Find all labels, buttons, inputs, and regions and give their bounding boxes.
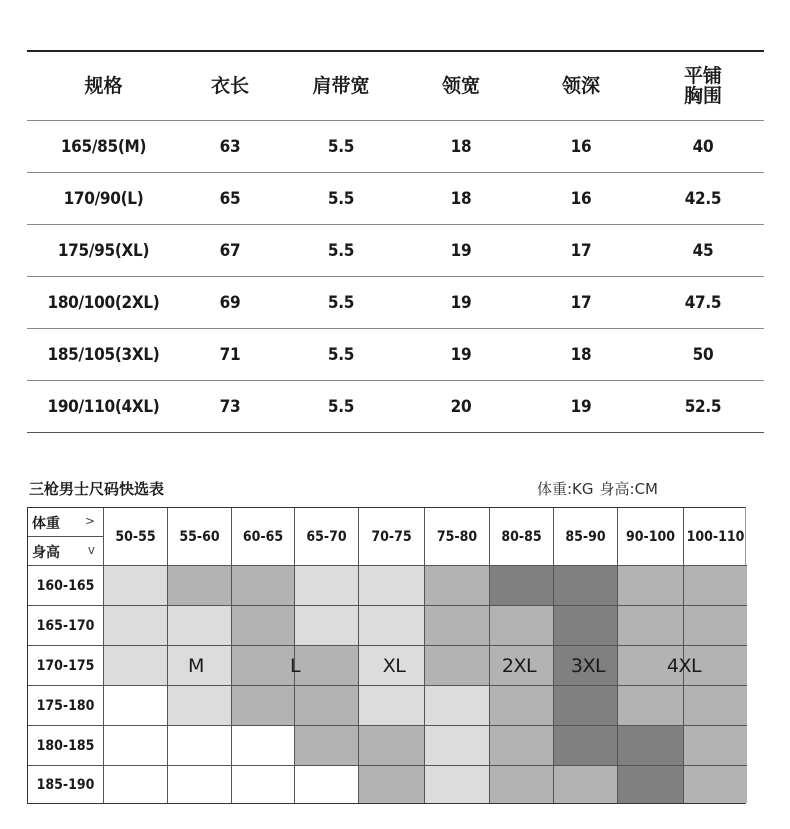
size-guide-cell (104, 606, 168, 646)
size-guide-cell (295, 606, 359, 646)
guide-unit (537, 478, 658, 499)
size-guide-cell (104, 766, 168, 803)
size-table-cell: 19 (402, 225, 520, 277)
size-table-cell: 50 (642, 329, 764, 381)
header-strap-width: 肩带宽 (280, 51, 402, 121)
size-table-row (27, 225, 764, 277)
size-table-cell: 73 (219, 396, 241, 417)
size-guide-cell (168, 686, 232, 726)
size-guide-cell (295, 726, 359, 766)
height-header: 185-190 (28, 766, 104, 803)
weight-header: 100-110 (684, 508, 747, 566)
header-chest-line-2: 胸围 (683, 85, 722, 107)
size-guide-cell (684, 606, 747, 646)
size-guide-cell (295, 566, 359, 606)
guide-title: 三枪男士尺码快选表 (29, 480, 165, 498)
size-guide-cell (359, 686, 425, 726)
height-header: 170-175 (28, 646, 104, 686)
weight-header: 80-85 (490, 508, 554, 566)
size-table-cell: 17 (520, 225, 642, 277)
size-table-cell: 18 (402, 173, 520, 225)
size-table-row (27, 173, 764, 225)
size-guide-cell (554, 606, 618, 646)
size-table-cell: 67 (180, 225, 280, 277)
size-table-row (27, 329, 764, 381)
size-table-cell: 165/85(M) (27, 121, 180, 173)
size-guide-cell (554, 686, 618, 726)
size-guide-cell (684, 726, 747, 766)
size-table-cell: 5.5 (280, 225, 402, 277)
size-table-cell: 175/95(XL) (27, 225, 180, 277)
size-table (27, 50, 764, 433)
size-guide-cell (490, 726, 554, 766)
size-label: M (188, 655, 204, 677)
size-table-cell: 180/100(2XL) (27, 277, 180, 329)
size-guide-cell (554, 766, 618, 803)
size-table-cell: 5.5 (280, 173, 402, 225)
size-table-row (27, 381, 764, 433)
size-table-cell: 42.5 (642, 173, 764, 225)
size-guide-cell (554, 726, 618, 766)
size-table-cell: 71 (180, 329, 280, 381)
size-table-cell: 190/110(4XL) (47, 396, 160, 417)
size-guide-cell (684, 686, 747, 726)
size-guide-cell (295, 646, 359, 686)
size-table-cell: 20 (450, 396, 472, 417)
corner-height-label (28, 537, 104, 566)
size-label: 4XL (666, 655, 702, 677)
size-table-cell: 5.5 (280, 277, 402, 329)
size-guide-cell (104, 566, 168, 606)
size-guide-cell (554, 566, 618, 606)
size-guide-cell (168, 726, 232, 766)
size-guide-cell (168, 606, 232, 646)
size-guide-cell (232, 686, 295, 726)
guide-unit-height: 身高:CM (599, 480, 658, 498)
size-table-cell: 19 (570, 396, 592, 417)
size-guide-cell (232, 726, 295, 766)
size-guide-cell (684, 766, 747, 803)
size-guide-cell (104, 686, 168, 726)
height-header: 165-170 (28, 606, 104, 646)
size-guide-cell (104, 646, 168, 686)
size-table-cell: 170/90(L) (27, 173, 180, 225)
weight-header: 55-60 (168, 508, 232, 566)
size-guide-cell (684, 566, 747, 606)
weight-header: 75-80 (425, 508, 490, 566)
down-arrow-icon: v (87, 543, 95, 557)
size-table-header-row (27, 51, 764, 121)
size-table-cell: 63 (180, 121, 280, 173)
header-spec: 规格 (27, 51, 180, 121)
size-table-cell: 16 (520, 121, 642, 173)
size-table-cell: 19 (402, 277, 520, 329)
size-guide-cell (425, 686, 490, 726)
size-table-cell: 65 (180, 173, 280, 225)
size-guide-cell (490, 686, 554, 726)
size-guide-cell (490, 566, 554, 606)
weight-header: 85-90 (554, 508, 618, 566)
size-guide-cell (618, 566, 684, 606)
corner-weight-text: 体重 (32, 516, 60, 532)
size-table-cell: 185/105(3XL) (27, 329, 180, 381)
size-table-row (27, 277, 764, 329)
size-label: L (289, 655, 301, 677)
size-guide-cell (618, 606, 684, 646)
size-table-cell: 5.5 (280, 329, 402, 381)
size-guide-cell (425, 726, 490, 766)
height-header: 180-185 (28, 726, 104, 766)
size-guide-cell (359, 606, 425, 646)
header-length: 衣长 (180, 51, 280, 121)
size-table-cell: 18 (520, 329, 642, 381)
weight-header: 70-75 (359, 508, 425, 566)
size-table-cell: 18 (402, 121, 520, 173)
size-table-cell: 16 (520, 173, 642, 225)
size-guide-cell (490, 606, 554, 646)
right-arrow-icon: > (84, 514, 95, 528)
size-guide-cell (232, 566, 295, 606)
size-label: 2XL (501, 655, 537, 677)
size-guide-cell (618, 686, 684, 726)
size-guide-cell (618, 726, 684, 766)
header-neck-width: 领宽 (402, 51, 520, 121)
size-table-cell: 17 (520, 277, 642, 329)
size-table-cell: 69 (180, 277, 280, 329)
size-guide-cell (359, 566, 425, 606)
size-guide-cell (490, 766, 554, 803)
size-table-cell: 52.5 (684, 396, 722, 417)
size-table-cell: 45 (642, 225, 764, 277)
header-chest (642, 51, 764, 121)
weight-header: 60-65 (232, 508, 295, 566)
weight-header: 90-100 (618, 508, 684, 566)
weight-header: 65-70 (295, 508, 359, 566)
corner-height-text: 身高 (32, 545, 60, 561)
size-guide-cell (168, 566, 232, 606)
size-table-cell: 40 (642, 121, 764, 173)
size-label: XL (382, 655, 406, 677)
size-guide-cell (425, 606, 490, 646)
size-guide-cell (295, 686, 359, 726)
size-guide-cell (168, 766, 232, 803)
size-table-cell: 5.5 (280, 121, 402, 173)
size-table-cell: 19 (402, 329, 520, 381)
size-table-cell: 47.5 (642, 277, 764, 329)
size-guide-cell (359, 766, 425, 803)
size-table-cell: 5.5 (327, 396, 355, 417)
header-neck-depth: 领深 (520, 51, 642, 121)
guide-unit-weight: 体重:KG (537, 480, 594, 498)
size-guide-cell (232, 646, 295, 686)
size-guide-cell (295, 766, 359, 803)
corner-weight-label (28, 508, 104, 537)
size-guide-cell (618, 766, 684, 803)
size-guide-cell (104, 726, 168, 766)
height-header: 175-180 (28, 686, 104, 726)
size-guide-cell (232, 606, 295, 646)
size-guide-cell (425, 646, 490, 686)
size-guide-cell (425, 566, 490, 606)
size-table-row (27, 121, 764, 173)
header-chest-line-1: 平铺 (683, 65, 722, 87)
size-guide-cell (232, 766, 295, 803)
size-guide-grid (27, 507, 746, 804)
size-label: 3XL (570, 655, 606, 677)
size-guide-cell (359, 726, 425, 766)
height-header: 160-165 (28, 566, 104, 606)
size-guide-cell (425, 766, 490, 803)
weight-header: 50-55 (104, 508, 168, 566)
